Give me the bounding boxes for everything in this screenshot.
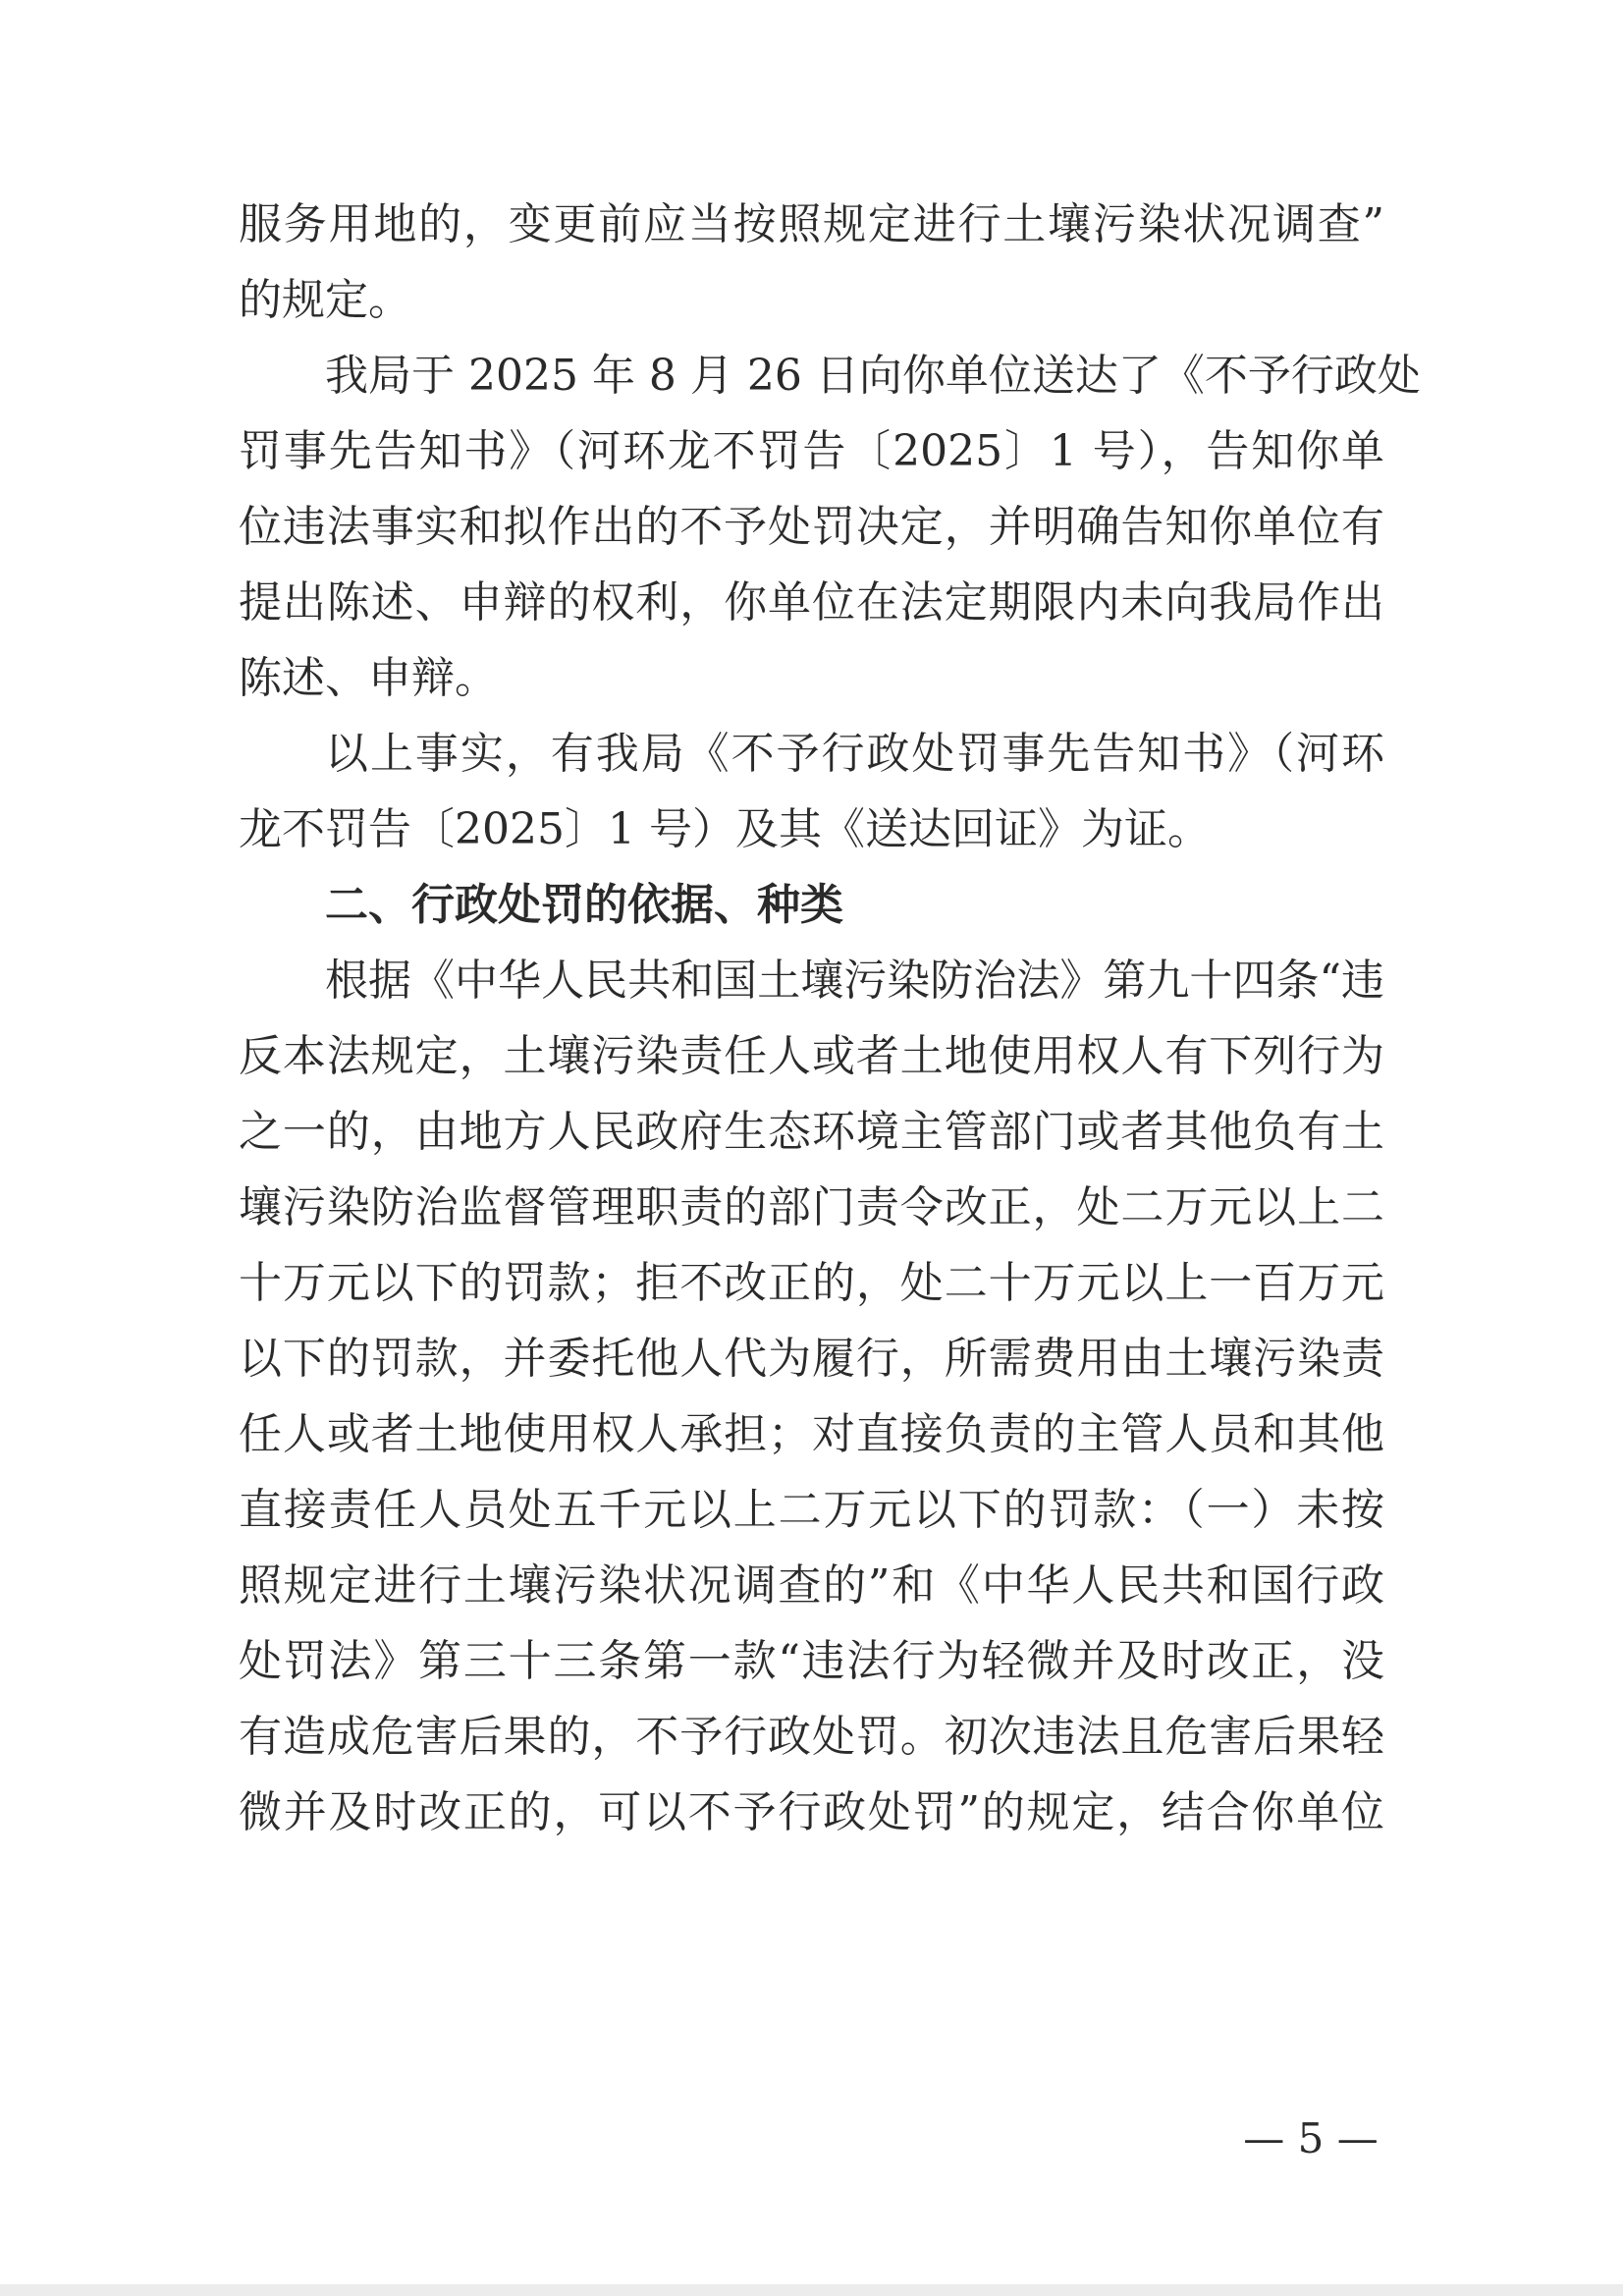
text-line: 服务用地的，变更前应当按照规定进行土壤污染状况调查” <box>239 199 1384 249</box>
text-line: 陈述、申辩。 <box>239 653 498 703</box>
text-line: 十万元以下的罚款；拒不改正的，处二十万元以上一百万元 <box>239 1258 1384 1308</box>
paragraph-first-line: 根据《中华人民共和国土壤污染防治法》第九十四条“违 <box>325 956 1384 1006</box>
scan-edge <box>0 2284 1623 2296</box>
text-line: 罚事先告知书》（河环龙不罚告〔2025〕1 号），告知你单 <box>239 426 1384 476</box>
text-line: 反本法规定，土壤污染责任人或者土地使用权人有下列行为 <box>239 1031 1384 1081</box>
text-line: 任人或者土地使用权人承担；对直接负责的主管人员和其他 <box>239 1409 1384 1459</box>
text-line: 直接责任人员处五千元以上二万元以下的罚款：（一）未按 <box>239 1485 1384 1535</box>
text-line: 龙不罚告〔2025〕1 号）及其《送达回证》为证。 <box>239 804 1211 854</box>
document-body <box>239 187 1421 1850</box>
text-line: 提出陈述、申辩的权利，你单位在法定期限内未向我局作出 <box>239 577 1384 628</box>
text-line: 微并及时改正的，可以不予行政处罚”的规定，结合你单位 <box>239 1787 1384 1837</box>
text-line: 处罚法》第三十三条第一款“违法行为轻微并及时改正，没 <box>239 1636 1384 1686</box>
text-line: 照规定进行土壤污染状况调查的”和《中华人民共和国行政 <box>239 1560 1384 1611</box>
page-number: — 5 — <box>1243 2114 1379 2162</box>
text-line: 壤污染防治监督管理职责的部门责令改正，处二万元以上二 <box>239 1182 1384 1232</box>
paragraph-first-line: 以上事实，有我局《不予行政处罚事先告知书》（河环 <box>325 729 1384 779</box>
text-line: 的规定。 <box>239 275 411 325</box>
text-line: 之一的，由地方人民政府生态环境主管部门或者其他负有土 <box>239 1107 1384 1157</box>
paragraph-first-line: 我局于 2025 年 8 月 26 日向你单位送达了《不予行政处 <box>325 351 1421 401</box>
text-line: 有造成危害后果的，不予行政处罚。初次违法且危害后果轻 <box>239 1712 1384 1762</box>
text-line: 以下的罚款，并委托他人代为履行，所需费用由土壤污染责 <box>239 1334 1384 1384</box>
section-heading: 二、行政处罚的依据、种类 <box>325 880 843 930</box>
text-line: 位违法事实和拟作出的不予处罚决定，并明确告知你单位有 <box>239 502 1384 552</box>
